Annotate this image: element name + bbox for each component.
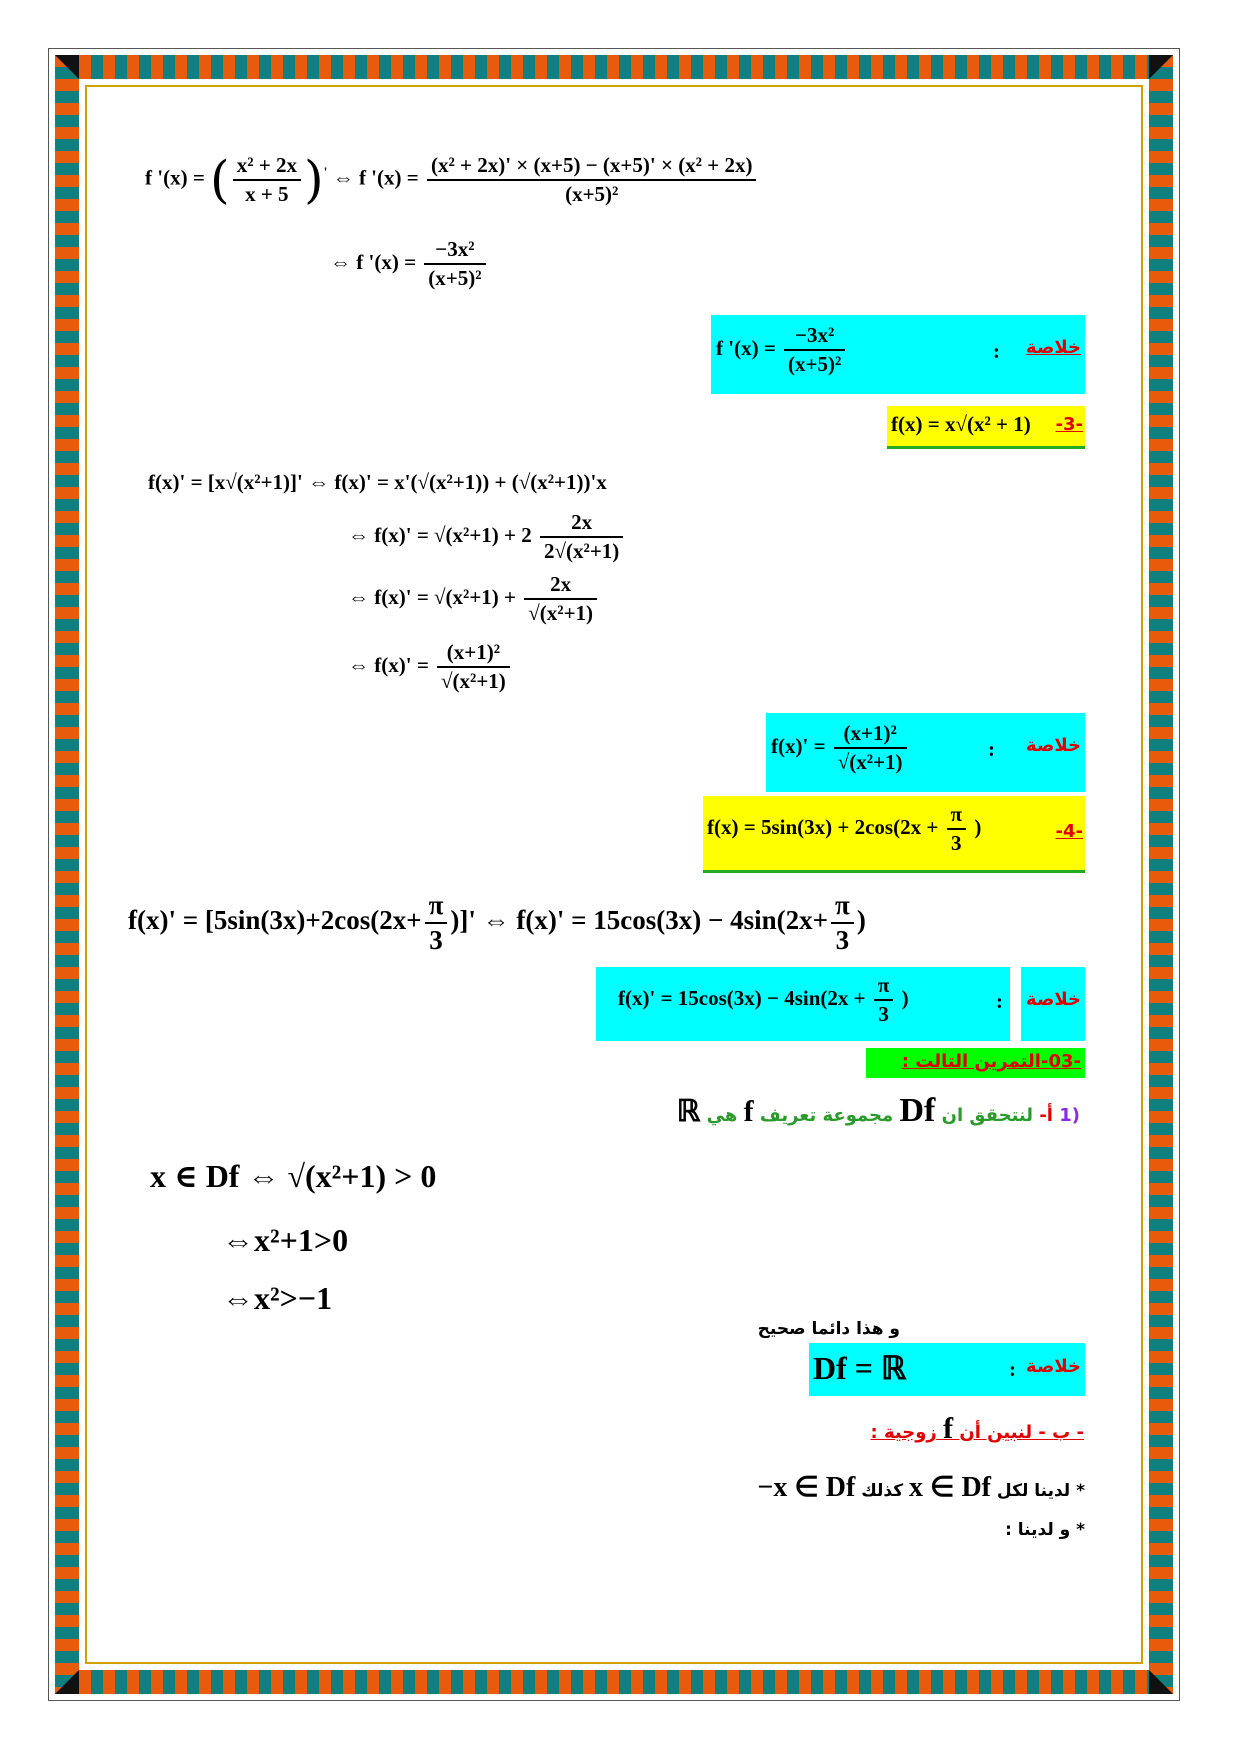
frac-den: 2√(x²+1) — [544, 539, 620, 563]
eq-text: ) — [974, 814, 982, 839]
frac-num: π — [831, 890, 854, 924]
exercise-title: -03-التمرين التالت : — [901, 1051, 1081, 1072]
frac-num: −3x² — [424, 237, 485, 265]
question-text: لنتحقق ان — [941, 1105, 1034, 1126]
summary-label: خلاصة — [1026, 337, 1081, 358]
item-4-box — [703, 796, 1085, 873]
eq-text: f(x)' = — [771, 733, 826, 758]
equation-derivative-3-line-2 — [348, 510, 626, 564]
eq-text: ⇔ f(x)' = — [348, 652, 429, 677]
df-symbol: Df — [899, 1092, 936, 1129]
f-symbol: f — [943, 1412, 954, 1445]
border-strip-top — [55, 55, 1173, 79]
summary-label-box-3 — [1021, 967, 1085, 1041]
question-sub: أ- — [1039, 1105, 1053, 1126]
summary-label: خلاصة — [1026, 989, 1081, 1010]
eq-text: f(x) = 5sin(3x) + 2cos(2x + — [707, 814, 939, 839]
always-true-note: و هذا دائما صحيح — [757, 1319, 900, 1339]
frac-num: π — [947, 802, 967, 830]
summary-box-2 — [766, 713, 1085, 792]
part-b-heading — [871, 1412, 1084, 1446]
frac-den: x + 5 — [245, 181, 289, 206]
equation-derivative-3-line-1: f(x)' = [x√(x²+1)]' ⇔ f(x)' = x'(√(x²+1)) + (√(x²+1))'x — [148, 470, 607, 494]
item-3-box — [887, 406, 1085, 449]
eq-text: f '(x) = — [145, 165, 205, 190]
summary-expression — [716, 323, 848, 377]
eq-text: f '(x) = — [716, 335, 776, 360]
domain-line-3: ⇔x²>−1 — [222, 1280, 333, 1316]
equation-derivative-1: f '(x) = ( $\frac{\text{x² + 2x}}{x + 5}$ )' ⇔ f '(x) = $\frac{\text{(x² + 2x)' × (x+5) − (x+5)' × (x² + 2x)}}{\text{(x+5)²}}$ — [145, 150, 759, 209]
colon: : — [996, 989, 1003, 1013]
summary-label: خلاصة — [1026, 1356, 1081, 1377]
question-1 — [677, 1092, 1080, 1130]
frac-den: 3 — [878, 1002, 889, 1026]
frac-den: √(x²+1) — [441, 669, 506, 693]
equation-derivative-3-line-4 — [348, 640, 513, 694]
eq-text: ⇔ f '(x) = — [330, 249, 417, 274]
f-symbol: f — [743, 1095, 754, 1128]
frac-num: (x+1)² — [437, 640, 510, 668]
eq-text: ) — [901, 985, 909, 1010]
eq-text: ⇔ f(x)' = √(x²+1) + — [348, 584, 517, 609]
item-3-expression: f(x) = x√(x² + 1) — [891, 412, 1031, 436]
frac-num: π — [874, 973, 894, 1001]
frac-den: 3 — [951, 831, 962, 855]
border-strip-right — [1149, 55, 1173, 1694]
frac-den: √(x²+1) — [837, 750, 903, 774]
equation-derivative-4 — [128, 890, 866, 956]
summary-box-1 — [711, 315, 1085, 394]
star-line-1 — [757, 1470, 1085, 1504]
item-4-label: -4- — [1055, 821, 1083, 842]
exercise-title-box — [866, 1048, 1085, 1078]
question-text: هي — [706, 1105, 738, 1126]
item-3-label: -3- — [1055, 414, 1083, 435]
frac-den: √(x²+1) — [528, 601, 594, 625]
star-line-2: * و لدينا : — [1005, 1520, 1085, 1540]
domain-line-1: x ∈ Df ⇔ √(x²+1) > 0 — [150, 1158, 437, 1194]
frac-num: −3x² — [784, 323, 845, 351]
border-strip-left — [55, 55, 79, 1694]
summary-expression — [618, 973, 909, 1027]
summary-expression: Df = ℝ — [813, 1350, 907, 1386]
frac-den: 3 — [835, 925, 850, 955]
summary-box-3 — [596, 967, 1010, 1041]
eq-text: ⇔ f '(x) = — [332, 165, 419, 190]
eq-text: ⇔ f(x)' = √(x²+1) + 2 — [348, 522, 532, 547]
math-negx-in-df: −x ∈ Df — [757, 1472, 856, 1503]
frac-den: (x+5)² — [565, 181, 619, 206]
eq-text: f(x)' = 15cos(3x) − 4sin(2x + — [618, 985, 866, 1010]
frac-den: (x+5)² — [428, 266, 482, 290]
summary-label: خلاصة — [1026, 735, 1081, 756]
part-b-text: - ب - لنبين أن — [959, 1422, 1084, 1443]
frac-num: (x+1)² — [834, 721, 907, 749]
colon: : — [988, 737, 995, 761]
colon: : — [1009, 1357, 1016, 1381]
border-strip-bottom — [55, 1670, 1173, 1694]
part-b-text: زوجية : — [870, 1422, 937, 1443]
eq-text: f(x)' = [5sin(3x)+2cos(2x+ — [128, 905, 422, 936]
equation-derivative-3-line-3 — [348, 572, 600, 626]
question-number: (1 — [1059, 1105, 1080, 1126]
math-x-in-df: x ∈ Df — [909, 1472, 991, 1503]
real-set-symbol: ℝ — [676, 1095, 701, 1128]
summary-box-4 — [809, 1343, 1085, 1396]
domain-line-2: ⇔x²+1>0 — [222, 1222, 349, 1258]
frac-den: (x+5)² — [788, 352, 842, 376]
eq-text: )]' ⇔ f(x)' = 15cos(3x) − 4sin(2x+ — [450, 905, 829, 936]
frac-num: π — [425, 890, 448, 924]
question-text: مجموعة تعريف — [759, 1105, 894, 1126]
eq-text: ) — [856, 905, 866, 936]
summary-expression — [771, 721, 910, 775]
item-4-expression — [707, 802, 981, 856]
colon: : — [993, 339, 1000, 363]
frac-num: 2x — [524, 572, 597, 600]
star-text: * لدينا لكل — [996, 1481, 1085, 1501]
frac-num: 2x — [540, 510, 623, 538]
frac-den: 3 — [429, 925, 443, 955]
frac-num: x² + 2x — [233, 153, 301, 181]
frac-num: (x² + 2x)' × (x+5) − (x+5)' × (x² + 2x) — [427, 153, 756, 181]
equation-derivative-2 — [330, 237, 489, 291]
star-text: كذلك — [861, 1481, 904, 1501]
